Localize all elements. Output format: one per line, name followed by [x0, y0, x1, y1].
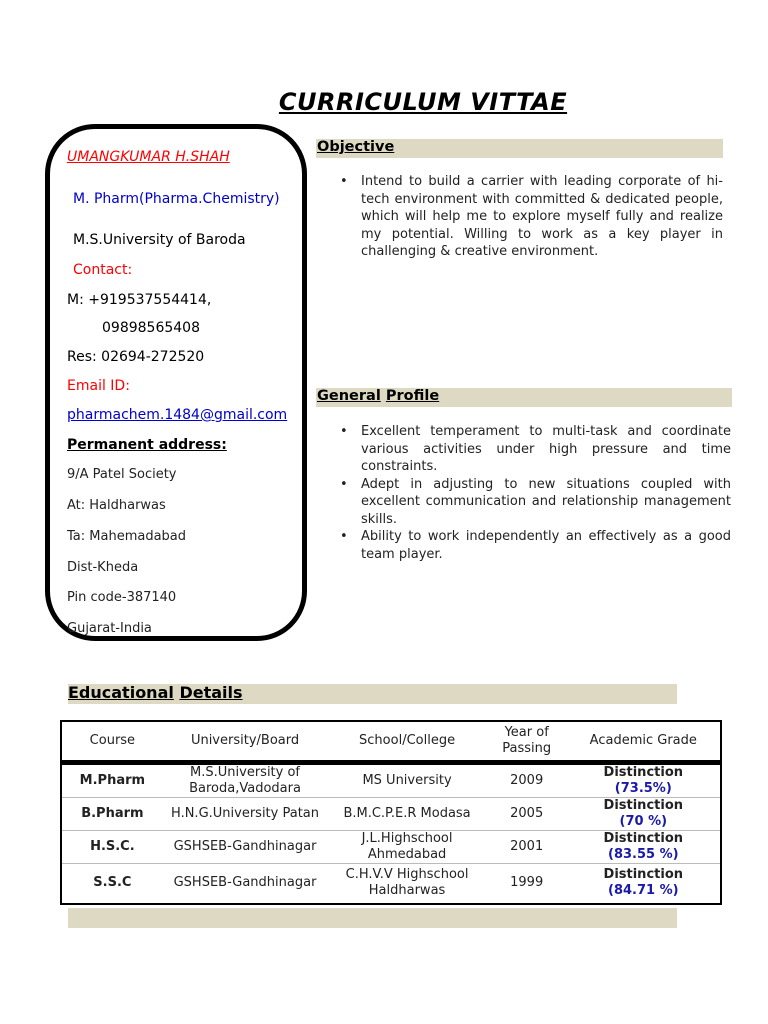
education-heading	[68, 683, 243, 702]
address-line: Ta: Mahemadabad	[67, 529, 187, 544]
column-header: Year of Passing	[487, 721, 567, 763]
residence-phone: Res: 02694-272520	[67, 349, 205, 365]
profile-heading	[317, 388, 439, 404]
objective-list	[336, 173, 723, 261]
grade-label: Distinction	[603, 765, 684, 780]
address-line: 9/A Patel Society	[67, 467, 177, 482]
course-cell: M.Pharm	[61, 763, 163, 798]
table-row	[61, 763, 721, 798]
education-heading-word-1: Educational	[68, 683, 174, 702]
year-cell: 2009	[487, 763, 567, 798]
table-footer-bar	[68, 908, 677, 928]
column-header: Academic Grade	[567, 721, 721, 763]
address-label: Permanent address:	[67, 437, 227, 453]
list-item: • Adept in adjusting to new situations coupled with excellent communication and relationship management skills.	[336, 476, 731, 529]
column-header: School/College	[327, 721, 486, 763]
address-line: Dist-Kheda	[67, 560, 139, 575]
table-header-row	[61, 721, 721, 763]
grade-cell	[567, 798, 721, 831]
grade-percent: (73.5%)	[614, 781, 672, 796]
school-cell: C.H.V.V Highschool Haldharwas	[327, 864, 486, 904]
board-cell: H.N.G.University Patan	[163, 798, 328, 831]
year-cell: 2005	[487, 798, 567, 831]
school-cell: J.L.Highschool Ahmedabad	[327, 831, 486, 864]
address-line: At: Haldharwas	[67, 498, 166, 513]
table-row	[61, 864, 721, 904]
grade-cell	[567, 763, 721, 798]
education-heading-word-2: Details	[179, 683, 243, 702]
course-cell: H.S.C.	[61, 831, 163, 864]
mobile-number: M: +919537554414,	[67, 292, 212, 308]
school-cell: B.M.C.P.E.R Modasa	[327, 798, 486, 831]
table-row	[61, 798, 721, 831]
board-cell: GSHSEB-Gandhinagar	[163, 831, 328, 864]
board-cell: M.S.University of Baroda,Vadodara	[163, 763, 328, 798]
candidate-university: M.S.University of Baroda	[73, 232, 246, 248]
profile-list	[336, 423, 731, 563]
board-cell: GSHSEB-Gandhinagar	[163, 864, 328, 904]
profile-heading-word-2: Profile	[385, 388, 440, 404]
grade-cell	[567, 864, 721, 904]
course-cell: S.S.C	[61, 864, 163, 904]
list-item: • Ability to work independently an effectively as a good team player.	[336, 528, 731, 563]
grade-percent: (70 %)	[619, 814, 668, 829]
course-cell: B.Pharm	[61, 798, 163, 831]
mobile-number-2: 09898565408	[102, 320, 200, 336]
candidate-name: UMANGKUMAR H.SHAH	[67, 149, 230, 165]
profile-heading-word-1: General	[317, 388, 381, 404]
grade-label: Distinction	[603, 798, 684, 813]
contact-label: Contact:	[73, 262, 133, 278]
objective-heading-text: Objective	[317, 139, 395, 155]
table-row	[61, 831, 721, 864]
list-item: • Excellent temperament to multi-task and coordinate various activities under high pressure and time constraints.	[336, 423, 731, 476]
school-cell: MS University	[327, 763, 486, 798]
grade-label: Distinction	[603, 831, 684, 846]
list-item: • Intend to build a carrier with leading corporate of hi-tech environment with committed & dedicated people, which will help me to explore myself fully and realize my potential. Willing to work as a key player in challenging & creative environment.	[336, 173, 723, 261]
candidate-degree: M. Pharm(Pharma.Chemistry)	[73, 191, 280, 207]
column-header: University/Board	[163, 721, 328, 763]
email-link[interactable]: pharmachem.1484@gmail.com	[67, 407, 288, 423]
objective-heading	[317, 139, 394, 155]
year-cell: 1999	[487, 864, 567, 904]
email-label: Email ID:	[67, 378, 130, 394]
address-line: Gujarat-India	[67, 621, 152, 636]
education-table	[60, 720, 722, 905]
grade-cell	[567, 831, 721, 864]
column-header: Course	[61, 721, 163, 763]
grade-percent: (84.71 %)	[608, 883, 679, 899]
grade-label: Distinction	[603, 867, 684, 883]
page-title: CURRICULUM VITTAE	[278, 88, 568, 116]
grade-percent: (83.55 %)	[608, 847, 679, 862]
year-cell: 2001	[487, 831, 567, 864]
address-line: Pin code-387140	[67, 590, 177, 605]
